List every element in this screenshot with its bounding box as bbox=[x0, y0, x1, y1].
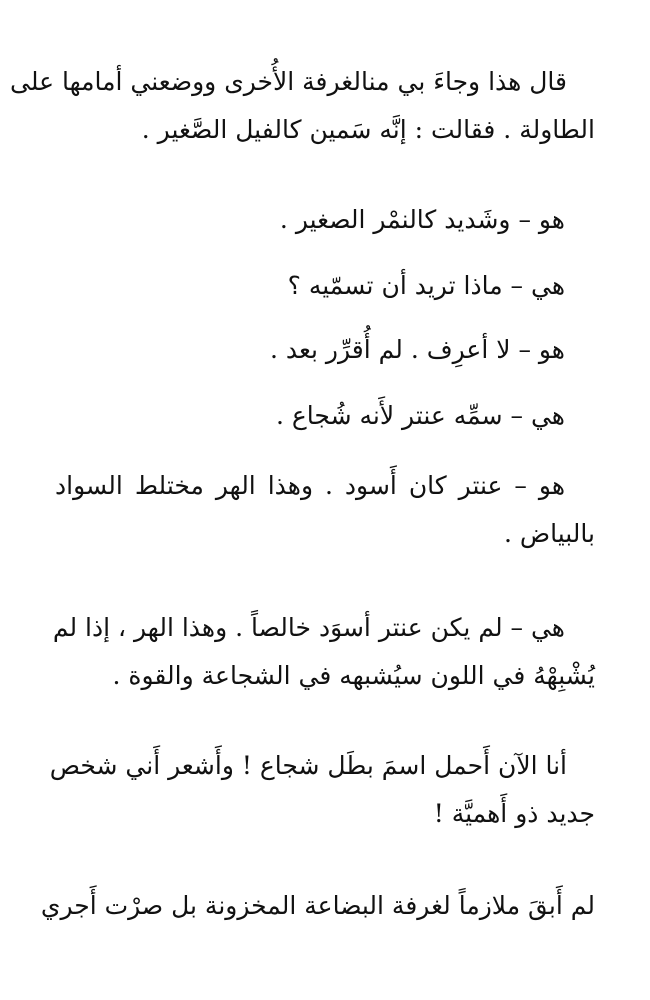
dialog-paragraph-she-3 bbox=[52, 604, 595, 700]
text-line: هي – سمِّه عنتر لأَنه شُجاع . bbox=[276, 401, 565, 430]
text-line: جديد ذو أَهميَّة ! bbox=[433, 799, 595, 828]
text-line: قال هذا وجاءَ بي منالغرفة الأُخرى ووضعني أمامها على bbox=[10, 67, 567, 96]
text-line: الطاولة . فقالت : إنَّه سَمين كالفيل الصَّغير . bbox=[141, 115, 595, 144]
text-line: بالبياض . bbox=[503, 519, 595, 548]
text-line: هو – لا أعرِف . لم أُقرِّر بعد . bbox=[269, 335, 565, 364]
dialog-paragraph-he-3 bbox=[55, 462, 595, 558]
text-line: أنا الآن أَحمل اسمَ بطَل شجاع ! وأَشعر أَني شخص bbox=[49, 751, 567, 780]
text-line: يُشْبِهْهُ في اللون سيُشبهه في الشجاعة والقوة . bbox=[112, 661, 595, 690]
text-line: هو – عنتر كان أَسود . وهذا الهر مختلط السواد bbox=[55, 471, 565, 500]
text-line: لم أَبقَ ملازماً لغرفة البضاعة المخزونة بل صرْت أَجري bbox=[40, 891, 595, 920]
dialog-line-she-2 bbox=[55, 392, 595, 440]
dialog-line-he-2 bbox=[55, 326, 595, 374]
text-line: هي – ماذا تريد أن تسمّيه ؟ bbox=[287, 271, 565, 300]
dialog-line-she-1 bbox=[55, 262, 595, 310]
paragraph-narration-1 bbox=[10, 58, 595, 154]
dialog-line-he-1 bbox=[55, 196, 595, 244]
text-line: هو – وشَديد كالنمْر الصغير . bbox=[279, 205, 565, 234]
text-line: هي – لم يكن عنتر أسوَد خالصاً . وهذا الهر ، إذا لم bbox=[52, 613, 565, 642]
paragraph-narration-2 bbox=[49, 742, 595, 838]
paragraph-narration-3 bbox=[40, 882, 595, 930]
